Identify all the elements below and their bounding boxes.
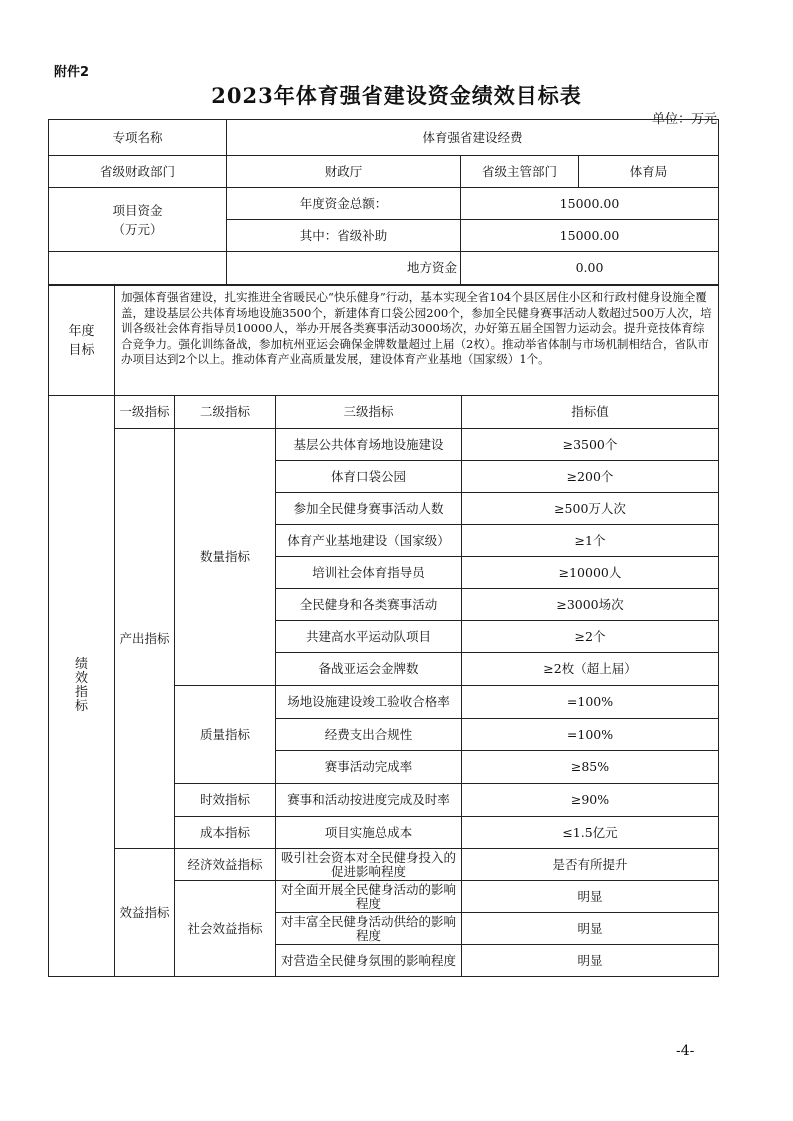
- table-row-value: ≤1.5亿元: [462, 817, 719, 849]
- table-row-value: ≥2枚（超上届）: [462, 653, 719, 686]
- local-value: 0.00: [461, 252, 719, 285]
- page-title: 2023年体育强省建设资金绩效目标表: [211, 83, 582, 108]
- col-level3-header: 三级指标: [276, 396, 462, 429]
- table-row-indicator: 共建高水平运动队项目: [276, 621, 462, 653]
- table-row-indicator: 赛事活动完成率: [276, 751, 462, 784]
- table-row-value: ≥90%: [462, 784, 719, 817]
- table-row-indicator: 经费支出合规性: [276, 719, 462, 751]
- table-row-value: ≥85%: [462, 751, 719, 784]
- table-row-value: 明显: [462, 881, 719, 913]
- annual-total-value: 15000.00: [461, 188, 719, 220]
- table-row-indicator: 全民健身和各类赛事活动: [276, 589, 462, 621]
- quantity-indicator-label: 数量指标: [175, 429, 276, 686]
- table-row-value: =100%: [462, 719, 719, 751]
- annual-goal-label-line2: 目标: [68, 342, 95, 358]
- page-number: -4-: [676, 1043, 695, 1059]
- funding-table: [48, 119, 719, 285]
- table-row-indicator: 对全面开展全民健身活动的影响程度: [276, 881, 462, 913]
- table-row-indicator: 场地设施建设竣工验收合格率: [276, 686, 462, 719]
- table-row-indicator: 培训社会体育指导员: [276, 557, 462, 589]
- output-indicator-label: 产出指标: [115, 429, 175, 849]
- table-row-indicator: 赛事和活动按进度完成及时率: [276, 784, 462, 817]
- provincial-label: 其中：省级补助: [227, 220, 461, 252]
- table-row-value: ≥500万人次: [462, 493, 719, 525]
- table-row-value: 明显: [462, 945, 719, 977]
- annual-goal-label-line1: 年度: [68, 323, 95, 339]
- annual-goal-table: [48, 285, 719, 396]
- finance-dept-label: 省级财政部门: [49, 156, 227, 188]
- table-row-value: ≥10000人: [462, 557, 719, 589]
- table-row-value: ≥3000场次: [462, 589, 719, 621]
- table-row-indicator: 项目实施总成本: [276, 817, 462, 849]
- annual-goal-text: 加强体育强省建设，扎实推进全省暖民心“快乐健身”行动，基本实现全省104个县区居住小区和行政村健身设施全覆盖，建设基层公共体育场地设施3500个，新建体育口袋公园200个，参加全民健身赛事活动人数超过500万人次，培训各级社会体育指导员10000人，举办开展各类赛事活动3000场次，办好第五届全国智力运动会。提升竞技体育综合竞争力。强化训练备战，参加杭州亚运会确保金牌数量超过上届（2枚）。推动举省体制与市场机制相结合，省队市办项目达到2个以上。推动体育产业高质量发展，建设体育产业基地（国家级）1个。: [115, 286, 719, 396]
- unit-label: 单位：万元: [651, 112, 717, 127]
- table-row-indicator: 体育口袋公园: [276, 461, 462, 493]
- attachment-label: 附件2: [54, 65, 90, 80]
- table-row-indicator: 吸引社会资本对全民健身投入的促进影响程度: [276, 849, 462, 881]
- cost-indicator-label: 成本指标: [175, 817, 276, 849]
- col-level1-header: 一级指标: [115, 396, 175, 429]
- social-indicator-label: 社会效益指标: [175, 881, 276, 977]
- performance-table: [48, 395, 719, 977]
- table-row-value: ≥1个: [462, 525, 719, 557]
- project-name-value: 体育强省建设经费: [227, 120, 719, 156]
- table-row-indicator: 对营造全民健身氛围的影响程度: [276, 945, 462, 977]
- annual-goal-label: [49, 286, 115, 396]
- finance-dept-value: 财政厅: [227, 156, 461, 188]
- provincial-value: 15000.00: [461, 220, 719, 252]
- authority-value: 体育局: [579, 156, 719, 188]
- table-row-indicator: 体育产业基地建设（国家级）: [276, 525, 462, 557]
- annual-total-label: 年度资金总额：: [227, 188, 461, 220]
- col-value-header: 指标值: [462, 396, 719, 429]
- table-row-value: 是否有所提升: [462, 849, 719, 881]
- table-row-value: ≥200个: [462, 461, 719, 493]
- table-row-value: ≥3500个: [462, 429, 719, 461]
- table-row-indicator: 对丰富全民健身活动供给的影响程度: [276, 913, 462, 945]
- quality-indicator-label: 质量指标: [175, 686, 276, 784]
- performance-section-label: [49, 396, 115, 977]
- funds-label: [49, 188, 227, 252]
- funds-label-line2: （万元）: [112, 221, 163, 237]
- performance-section-text: 绩效指标: [74, 657, 88, 714]
- table-row-value: =100%: [462, 686, 719, 719]
- economic-indicator-label: 经济效益指标: [175, 849, 276, 881]
- table-row-value: 明显: [462, 913, 719, 945]
- timeliness-indicator-label: 时效指标: [175, 784, 276, 817]
- table-row-indicator: 备战亚运会金牌数: [276, 653, 462, 686]
- funds-label-spacer: [49, 252, 227, 285]
- local-label: 地方资金: [227, 252, 461, 285]
- table-row-value: ≥2个: [462, 621, 719, 653]
- col-level2-header: 二级指标: [175, 396, 276, 429]
- benefit-indicator-label: 效益指标: [115, 849, 175, 977]
- funds-label-line1: 项目资金: [112, 202, 163, 218]
- table-row-indicator: 参加全民健身赛事活动人数: [276, 493, 462, 525]
- table-row-indicator: 基层公共体育场地设施建设: [276, 429, 462, 461]
- project-name-label: 专项名称: [49, 120, 227, 156]
- authority-label: 省级主管部门: [461, 156, 579, 188]
